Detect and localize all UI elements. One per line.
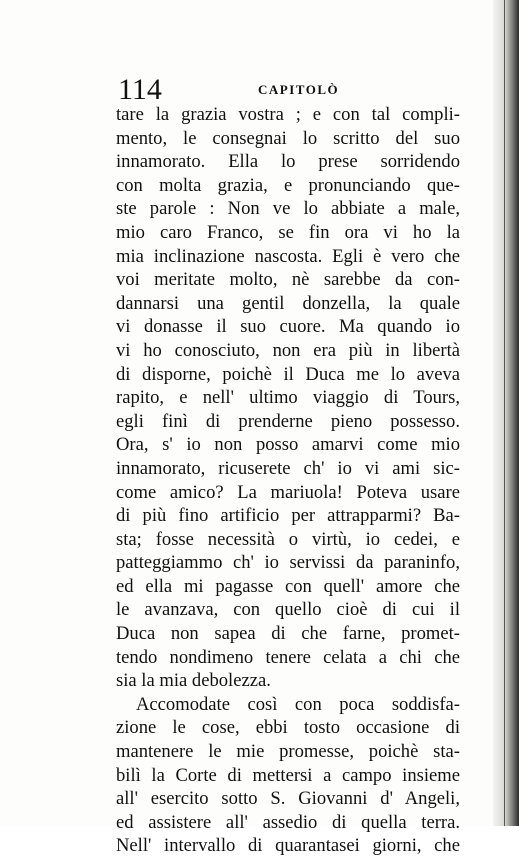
- text-line: dannarsi una gentil donzella, la quale: [116, 292, 460, 314]
- page-header: [118, 74, 458, 106]
- text-line: ed assistere all' assedio di quella terra.: [116, 811, 460, 833]
- text-line: mia inclinazione nascosta. Egli è vero che: [116, 245, 460, 267]
- text-line: vi donasse il suo cuore. Ma quando io: [116, 316, 460, 338]
- text-line: zione le cose, ebbi tosto occasione di: [116, 717, 460, 739]
- text-line: patteggiammo ch' io servissi da paraninfo,: [116, 552, 460, 574]
- page-edge-shadow: [493, 0, 519, 826]
- text-line: vi ho conosciuto, non era più in libertà: [116, 339, 460, 361]
- text-line: come amico? La mariuola! Poteva usare: [116, 481, 460, 503]
- text-line: rapito, e nell' ultimo viaggio di Tours,: [116, 387, 460, 409]
- text-line: mento, le consegnai lo scritto del suo: [116, 127, 460, 149]
- text-line: tare la grazia vostra ; e con tal compli-: [116, 104, 460, 125]
- body-text: [116, 103, 460, 858]
- paragraph-end-line: sia la mia debolezza.: [116, 670, 271, 692]
- text-line: di più fino artificio per attrapparmi? Ba-: [116, 505, 460, 527]
- page-edge-line: [504, 0, 505, 826]
- text-line: all' esercito sotto S. Giovanni d' Angeli,: [116, 788, 460, 810]
- text-line: mantenere le mie promesse, poichè sta-: [116, 741, 460, 763]
- text-line: Duca non sapea di che farne, promet-: [116, 623, 460, 645]
- text-line: con molta grazia, e pronunciando que-: [116, 174, 460, 196]
- paragraph-start-line: Accomodate così con poca soddisfa-: [136, 693, 460, 715]
- text-line: innamorato. Ella lo prese sorridendo: [116, 151, 460, 173]
- text-line: mio caro Franco, se fin ora vi ho la: [116, 221, 460, 243]
- text-line: ed ella mi pagasse con quell' amore che: [116, 575, 460, 597]
- page-number: 114: [118, 73, 162, 106]
- running-head: CAPITOLÒ: [258, 82, 340, 97]
- text-line: di disporne, poichè il Duca me lo aveva: [116, 363, 460, 385]
- text-line: innamorato, ricuserete ch' io vi ami sic-: [116, 457, 460, 479]
- text-line: ste parole : Non ve lo abbiate a male,: [116, 198, 460, 220]
- text-line: Nell' intervallo di quarantasei giorni, che: [116, 835, 460, 857]
- text-line: sta; fosse necessità o virtù, io cedei, e: [116, 528, 460, 550]
- text-line: voi meritate molto, nè sarebbe da con-: [116, 269, 460, 291]
- text-line: le avanzava, con quello cioè di cui il: [116, 599, 460, 621]
- text-line: Ora, s' io non posso amarvi come mio: [116, 434, 460, 456]
- text-line: tendo nondimeno tenere celata a chi che: [116, 646, 460, 668]
- text-line: bilì la Corte di mettersi a campo insieme: [116, 764, 460, 786]
- text-line: egli finì di prenderne pieno possesso.: [116, 410, 460, 432]
